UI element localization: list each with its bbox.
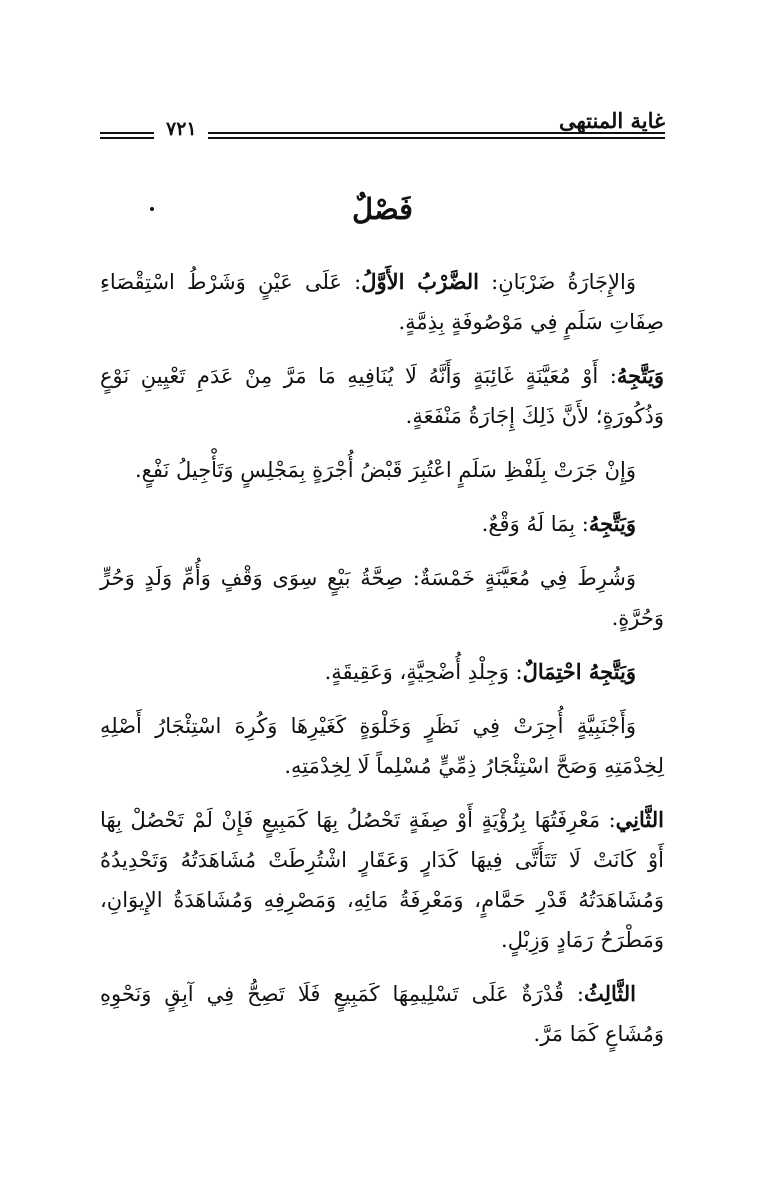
paragraph-text: وَالإِجَارَةُ ضَرْبَانِ:: [479, 270, 636, 294]
section-heading: فَصْلٌ: [352, 192, 413, 226]
paragraph-text: : قُدْرَةٌ عَلَى تَسْلِيمِهَا كَمَبِيعٍ فَلَا تَصِحُّ فِي آبِقٍ وَنَحْوِهِ وَمُشَاعٍ كَمَا مَرَّ.: [100, 982, 664, 1046]
page-header: [100, 108, 665, 148]
paragraph: [100, 706, 664, 786]
running-title: غاية المنتهى: [558, 108, 665, 133]
paragraph-text: وَأَجْنَبِيَّةٍ أُجِرَتْ فِي نَظَرٍ وَخَلْوَةٍ كَغَيْرِهَا وَكُرِهَ اسْتِئْجَارُ أَصْلِهِ لِخِدْمَتِهِ وَصَحَّ اسْتِئْجَارُ ذِمِّيٍّ مُسْلِماً لَا لِخِدْمَتِهِ.: [100, 714, 664, 778]
paragraph: [100, 974, 664, 1054]
paragraph-text: : أَوْ مُعَيَّنَةٍ غَائِبَةٍ وَأَنَّهُ لَا يُنَافِيهِ مَا مَرَّ مِنْ عَدَمِ تَعْيِينِ نَوْعٍ وَذُكُورَةٍ؛ لأَنَّ ذَلِكَ إِجَارَةُ مَنْفَعَةٍ.: [100, 364, 664, 428]
paragraph-lead-term: وَيَتَّجِهُ: [616, 363, 664, 388]
page-number: ٧٢١: [166, 118, 197, 140]
header-rule-right: [208, 132, 665, 139]
paragraph-text: وَشُرِطَ فِي مُعَيَّنَةٍ خَمْسَةٌ: صِحَّةُ بَيْعٍ سِوَى وَقْفٍ وَأُمِّ وَلَدٍ وَحُرٍّ وَحُرَّةٍ.: [100, 566, 664, 630]
paragraph-lead-term: الثَّانِي: [615, 807, 664, 832]
paragraph-lead-term: الثَّالِثُ: [584, 981, 636, 1006]
paragraph-text: : بِمَا لَهُ وَقْعٌ.: [481, 512, 589, 536]
paragraph: [100, 356, 664, 436]
body-text: [100, 262, 664, 1068]
paragraph-lead-term: وَيَتَّجِهُ احْتِمَالٌ: [522, 659, 636, 684]
paragraph-text: : وَجِلْدِ أُضْحِيَّةٍ، وَعَقِيقَةٍ.: [324, 660, 523, 684]
paragraph: [100, 652, 664, 692]
paragraph-text-rest: : عَلَى عَيْنٍ وَشَرْطُ اسْتِقْصَاءِ صِفَاتِ سَلَمٍ فِي مَوْصُوفَةٍ بِذِمَّةٍ.: [100, 270, 664, 334]
paragraph-text: : مَعْرِفَتُهَا بِرُؤْيَةٍ أَوْ صِفَةٍ تَحْصُلُ بِهَا كَمَبِيعٍ فَإِنْ لَمْ تَحْصُلْ بِهَا أَوْ كَانَتْ لَا تَتَأَتَّى فِيهَا كَدَارٍ وَعَقَارٍ اشْتُرِطَتْ مُشَاهَدَتُهُ وَتَحْدِيدُهُ وَمُشَاهَدَتُهُ قَدْرِ حَمَّامٍ، وَمَعْرِفَةُ مَائِهِ، وَمَصْرِفِهِ وَمُشَاهَدَةُ الإِيوَانِ، وَمَطْرَحُ رَمَادٍ وَزِبْلٍ.: [100, 808, 664, 952]
paragraph: [100, 800, 664, 960]
paragraph: [100, 450, 664, 490]
paragraph: [100, 262, 664, 342]
paragraph: [100, 558, 664, 638]
paragraph: [100, 504, 664, 544]
paragraph-bold-term: الضَّرْبُ الأَوَّلُ: [361, 269, 480, 294]
paragraph-text: وَإِنْ جَرَتْ بِلَفْظِ سَلَمٍ اعْتُبِرَ قَبْضُ أُجْرَةٍ بِمَجْلِسٍ وَتَأْجِيلُ نَفْعٍ.: [134, 458, 636, 482]
header-rule-left: [100, 132, 154, 139]
paragraph-lead-term: وَيَتَّجِهُ: [588, 511, 636, 536]
